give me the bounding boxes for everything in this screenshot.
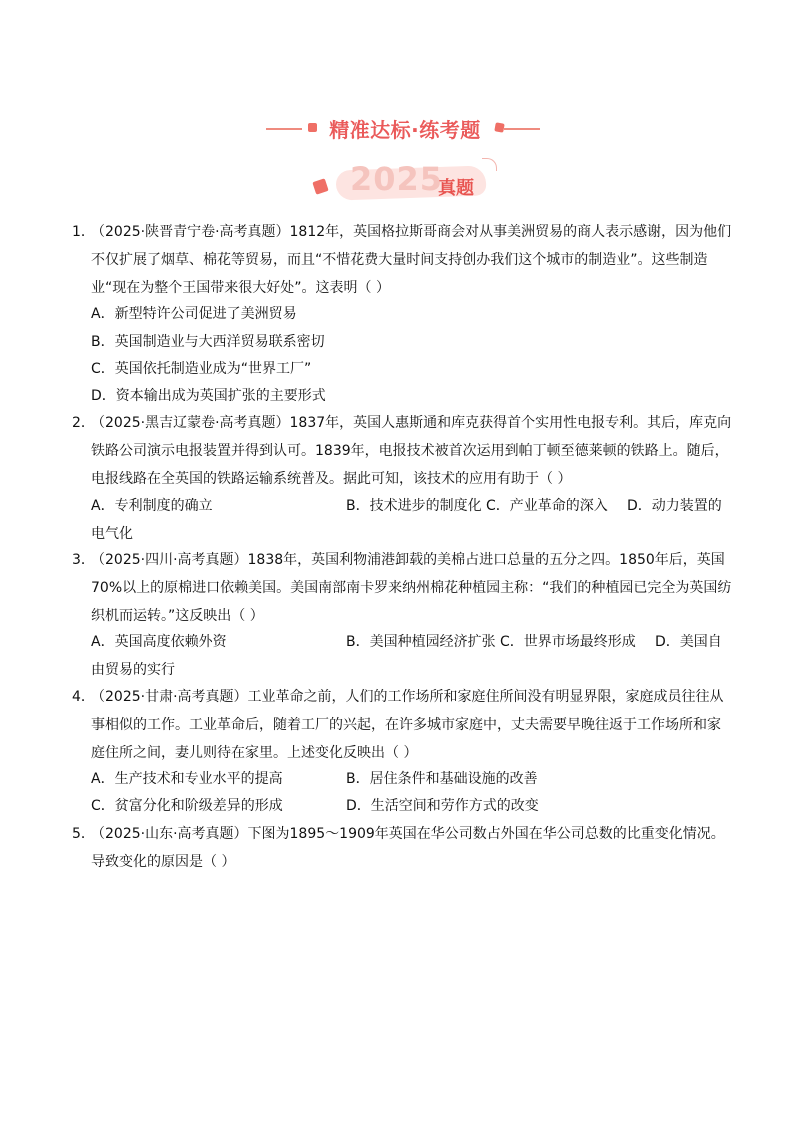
question-number: 5． xyxy=(72,826,95,842)
question-stem: （2025·山东·高考真题）下图为1895～1909年英国在华公司数占外国在华公司总数的比重变化情况。导致变化的原因是（ ） xyxy=(91,826,725,870)
question-stem: （2025·黑吉辽蒙卷·高考真题）1837年，英国人惠斯通和库克获得首个实用性电报专利。其后，库克向铁路公司演示电报装置并得到认可。1839年，电报技术被首次运用到帕丁顿至德莱顿的铁路上。随后，电报线路在全英国的铁路运输系统普及。据此可知，该技术的应用有助于（ ） xyxy=(91,415,732,487)
option-d[interactable]: D．生活空间和劳作方式的改变 xyxy=(346,798,539,814)
question-number: 4． xyxy=(72,689,95,705)
question-stem: （2025·四川·高考真题）1838年，英国利物浦港卸载的美棉占进口总量的五分之四。1850年后，英国70%以上的原棉进口依赖美国。美国南部南卡罗来纳州棉花种植园主称：“我们的种植园已完全为英国纺织机而运转。”这反映出（ ） xyxy=(91,552,732,624)
question-1 xyxy=(72,218,732,302)
option-b[interactable]: B．技术进步的制度化 xyxy=(346,498,482,514)
question-4 xyxy=(72,683,732,767)
question-2 xyxy=(72,409,732,493)
question-stem: （2025·甘肃·高考真题）工业革命之前，人们的工作场所和家庭住所间没有明显界限，家庭成员往往从事相似的工作。工业革命后，随着工厂的兴起，在许多城市家庭中，丈夫需要早晚往返于工作场所和家庭住所之间，妻儿则待在家里。上述变化反映出（ ） xyxy=(91,689,724,761)
option-b[interactable]: B．居住条件和基础设施的改善 xyxy=(346,771,538,787)
question-5 xyxy=(72,820,732,876)
option-c[interactable]: C．贫富分化和阶级差异的形成 xyxy=(91,798,283,814)
option-a[interactable]: A．生产技术和专业水平的提高 xyxy=(91,771,283,787)
option-c[interactable]: C．世界市场最终形成 xyxy=(500,634,636,650)
badge-swirl-icon xyxy=(482,158,497,171)
option-c[interactable]: C．英国依托制造业成为“世界工厂” xyxy=(91,361,312,377)
badge-tag-icon xyxy=(312,178,328,194)
question-number: 3． xyxy=(72,552,95,568)
section-title: 精准达标·练考题 xyxy=(329,118,481,142)
option-a[interactable]: A．新型特许公司促进了美洲贸易 xyxy=(91,306,297,322)
option-d[interactable]: D．美国自由贸易的实行 xyxy=(91,634,722,678)
header-right-line xyxy=(504,128,540,130)
option-b[interactable]: B．美国种植园经济扩张 xyxy=(346,634,496,650)
section-header xyxy=(0,112,794,146)
option-d[interactable]: D．资本输出成为英国扩张的主要形式 xyxy=(91,388,326,404)
option-a[interactable]: A．专利制度的确立 xyxy=(91,498,213,514)
question-number: 2． xyxy=(72,415,95,431)
question-stem: （2025·陕晋青宁卷·高考真题）1812年，英国格拉斯哥商会对从事美洲贸易的商人表示感谢，因为他们不仅扩展了烟草、棉花等贸易，而且“不惜花费大量时间支持创办我们这个城市的制造业”。这些制造业“现在为整个王国带来很大好处”。这表明（ ） xyxy=(91,224,732,296)
header-left-ornament xyxy=(308,123,317,132)
badge-word: 真题 xyxy=(438,178,474,199)
header-left-line xyxy=(266,128,302,130)
badge-year: 2025 xyxy=(350,160,444,198)
year-badge xyxy=(310,158,500,202)
option-c[interactable]: C．产业革命的深入 xyxy=(486,498,608,514)
question-number: 1． xyxy=(72,224,95,240)
question-3 xyxy=(72,546,732,630)
option-a[interactable]: A．英国高度依赖外资 xyxy=(91,634,227,650)
option-d[interactable]: D．动力装置的电气化 xyxy=(91,498,722,542)
option-b[interactable]: B．英国制造业与大西洋贸易联系密切 xyxy=(91,334,325,350)
